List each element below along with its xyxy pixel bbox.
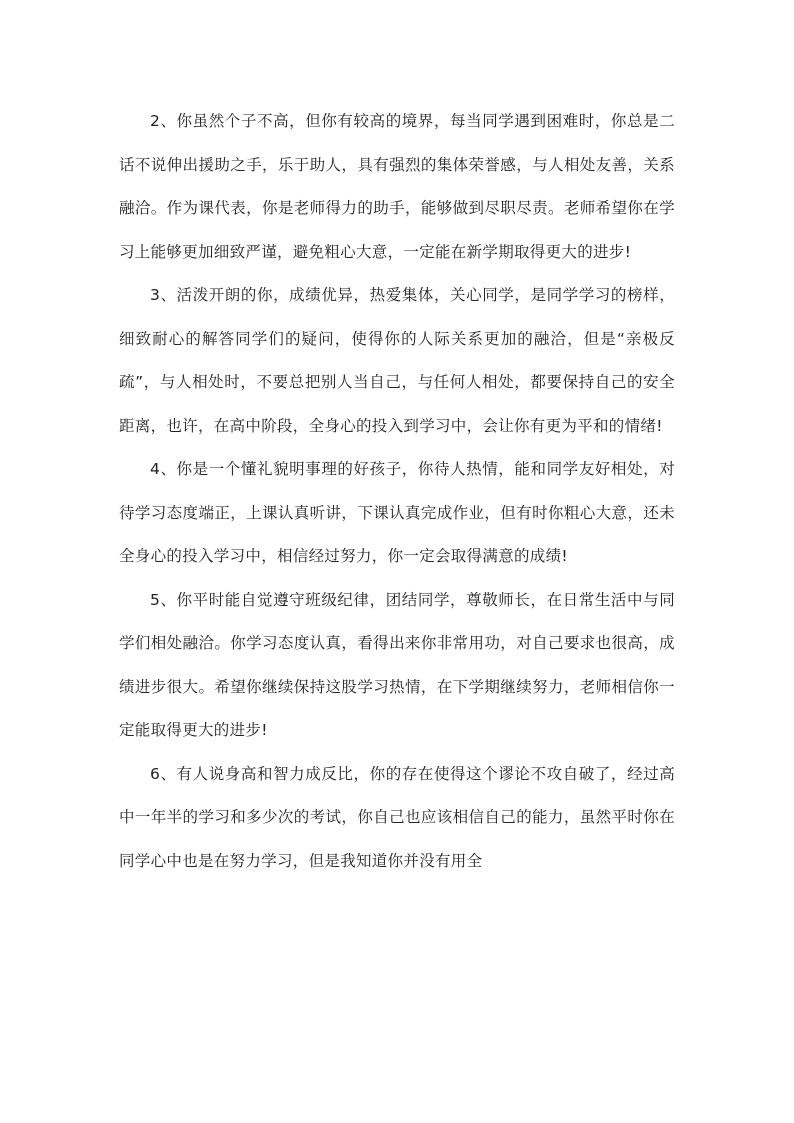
paragraph-6: 6、有人说身高和智力成反比，你的存在使得这个谬论不攻自破了，经过高中一年半的学习和多少次的考试，你自己也应该相信自己的能力，虽然平时你在同学心中也是在努力学习，但是我知道你并没有用全 xyxy=(119,764,675,870)
paragraph-5: 5、你平时能自觉遵守班级纪律，团结同学，尊敬师长，在日常生活中与同学们相处融洽。你学习态度认真，看得出来你非常用功，对自己要求也很高，成绩进步很大。希望你继续保持这股学习热情，在下学期继续努力，老师相信你一定能取得更大的进步! xyxy=(119,590,675,739)
paragraph-4: 4、你是一个懂礼貌明事理的好孩子，你待人热情，能和同学友好相处，对待学习态度端正，上课认真听讲，下课认真完成作业，但有时你粗心大意，还未全身心的投入学习中，相信经过努力，你一定会取得满意的成绩! xyxy=(119,460,675,565)
paragraph-3: 3、活泼开朗的你，成绩优异，热爱集体，关心同学，是同学学习的榜样，细致耐心的解答同学们的疑问，使得你的人际关系更加的融洽，但是“亲极反疏”，与人相处时，不要总把别人当自己，与任何人相处，都要保持自己的安全距离，也许，在高中阶段，全身心的投入到学习中，会让你有更为平和的情绪! xyxy=(119,286,675,435)
paragraph-2: 2、你虽然个子不高，但你有较高的境界，每当同学遇到困难时，你总是二话不说伸出援助之手，乐于助人，具有强烈的集体荣誉感，与人相处友善，关系融洽。作为课代表，你是老师得力的助手，能够做到尽职尽责。老师希望你在学习上能够更加细致严谨，避免粗心大意，一定能在新学期取得更大的进步! xyxy=(119,112,675,261)
document-body xyxy=(119,100,675,883)
